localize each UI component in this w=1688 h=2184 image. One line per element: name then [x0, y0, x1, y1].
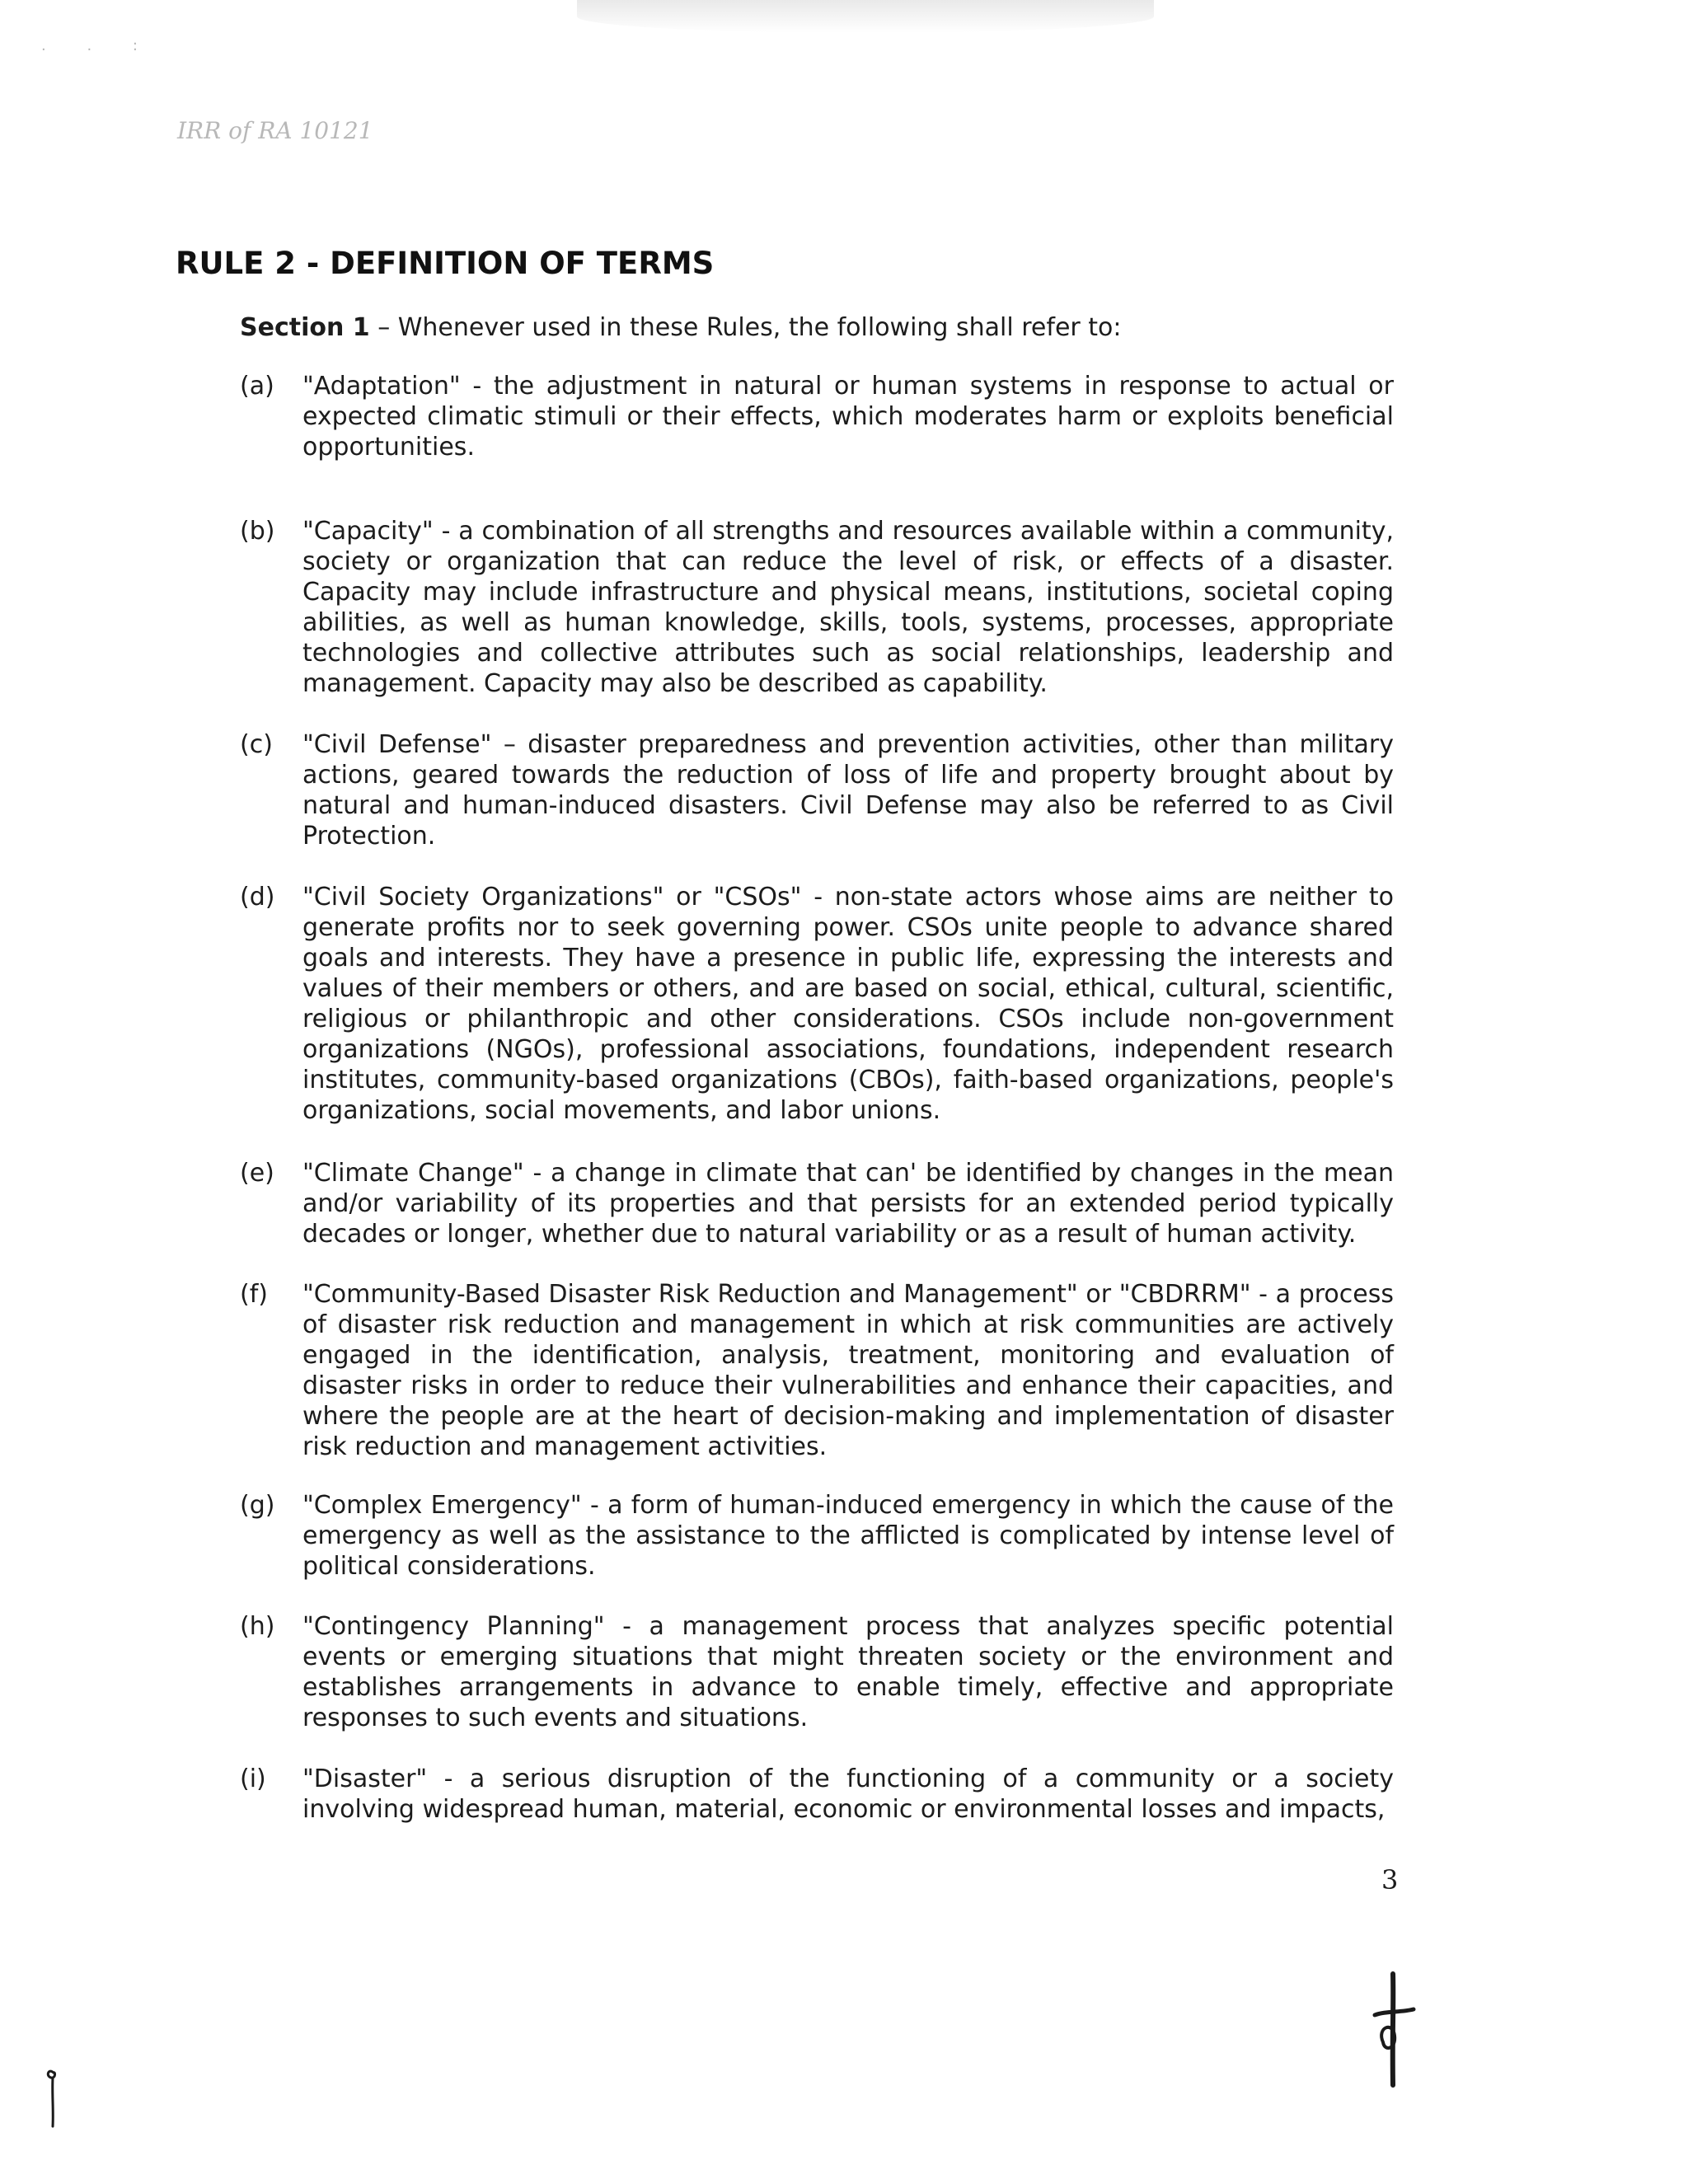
definition-letter: (f) [240, 1280, 268, 1309]
definition-item-b [240, 516, 1394, 699]
definition-item-c [240, 729, 1394, 851]
definition-text: "Disaster" - a serious disruption of the functioning of a community or a society involving widespread human, material, economic or environmental losses and impacts, [302, 1765, 1394, 1824]
rule-title: RULE 2 - DEFINITION OF TERMS [176, 246, 715, 281]
definition-text: "Civil Society Organizations" or "CSOs" - non-state actors whose aims are neither to generate profits nor to seek governing power. CSOs unite people to advance shared goals and interests. They have a presence in public life, expressing the interests and values of their members or others, and are based on social, ethical, cultural, scientific, religious or philanthropic and other considerations. CSOs include non-government organizations (NGOs), professional associations, foundations, independent research institutes, community-based organizations (CBOs), faith-based organizations, people's organizations, social movements, and labor unions. [302, 883, 1394, 1125]
definition-letter: (c) [240, 730, 273, 759]
definition-item-a [240, 371, 1394, 462]
definition-letter: (d) [240, 883, 275, 912]
definition-letter: (a) [240, 372, 274, 401]
scan-specks: . . : [41, 37, 156, 54]
scan-shadow [577, 0, 1154, 33]
definition-letter: (e) [240, 1159, 274, 1188]
definition-text: "Adaptation" - the adjustment in natural or human systems in response to actual or expected climatic stimuli or their effects, which moderates harm or exploits beneficial opportunities. [302, 372, 1394, 462]
section-label: Section 1 [240, 313, 370, 342]
definition-item-d [240, 882, 1394, 1126]
definition-letter: (g) [240, 1491, 275, 1520]
definition-letter: (i) [240, 1765, 266, 1793]
definition-letter: (b) [240, 517, 275, 546]
definition-item-g [240, 1490, 1394, 1582]
definition-text: "Civil Defense" – disaster preparedness and prevention activities, other than military actions, geared towards the reduction of loss of life and property brought about by natural and human-induced disasters. Civil Defense may also be referred to as Civil Protection. [302, 730, 1394, 851]
definition-item-f [240, 1279, 1394, 1462]
definition-item-h [240, 1611, 1394, 1733]
page-number: 3 [1381, 1864, 1399, 1896]
handwritten-initial-mark [1368, 1970, 1418, 2093]
definition-text: "Contingency Planning" - a management process that analyzes specific potential events or emerging situations that might threaten society or the environment and establishes arrangements in advance to enable timely, effective and appropriate responses to such events and situations. [302, 1612, 1394, 1732]
definition-item-e [240, 1158, 1394, 1249]
definition-text: "Complex Emergency" - a form of human-induced emergency in which the cause of the emergency as well as the assistance to the afflicted is complicated by intense level of political considerations. [302, 1491, 1394, 1581]
definition-letter: (h) [240, 1612, 275, 1641]
running-head: IRR of RA 10121 [177, 117, 373, 144]
definition-text: "Capacity" - a combination of all strengths and resources available within a community, society or organization that can reduce the level of risk, or effects of a disaster. Capacity may include infrastructure and physical means, institutions, societal coping abilities, as well as human knowledge, skills, tools, systems, processes, appropriate technologies and collective attributes such as social relationships, leadership and management. Capacity may also be described as capability. [302, 517, 1394, 698]
definition-item-i [240, 1764, 1394, 1825]
section-intro [240, 313, 1122, 342]
definition-text: "Climate Change" - a change in climate that can' be identified by changes in the mean and/or variability of its properties and that persists for an extended period typically decades or longer, whether due to natural variability or as a result of human activity. [302, 1159, 1394, 1249]
definition-text: "Community-Based Disaster Risk Reduction and Management" or "CBDRRM" - a process of disaster risk reduction and management in which at risk communities are actively engaged in the identification, analysis, treatment, monitoring and evaluation of disaster risks in order to reduce their vulnerabilities and enhance their capacities, and where the people are at the heart of decision-making and implementation of disaster risk reduction and management activities. [302, 1280, 1394, 1461]
section-intro-text: – Whenever used in these Rules, the following shall refer to: [369, 313, 1122, 342]
handwritten-margin-mark [41, 2064, 66, 2130]
